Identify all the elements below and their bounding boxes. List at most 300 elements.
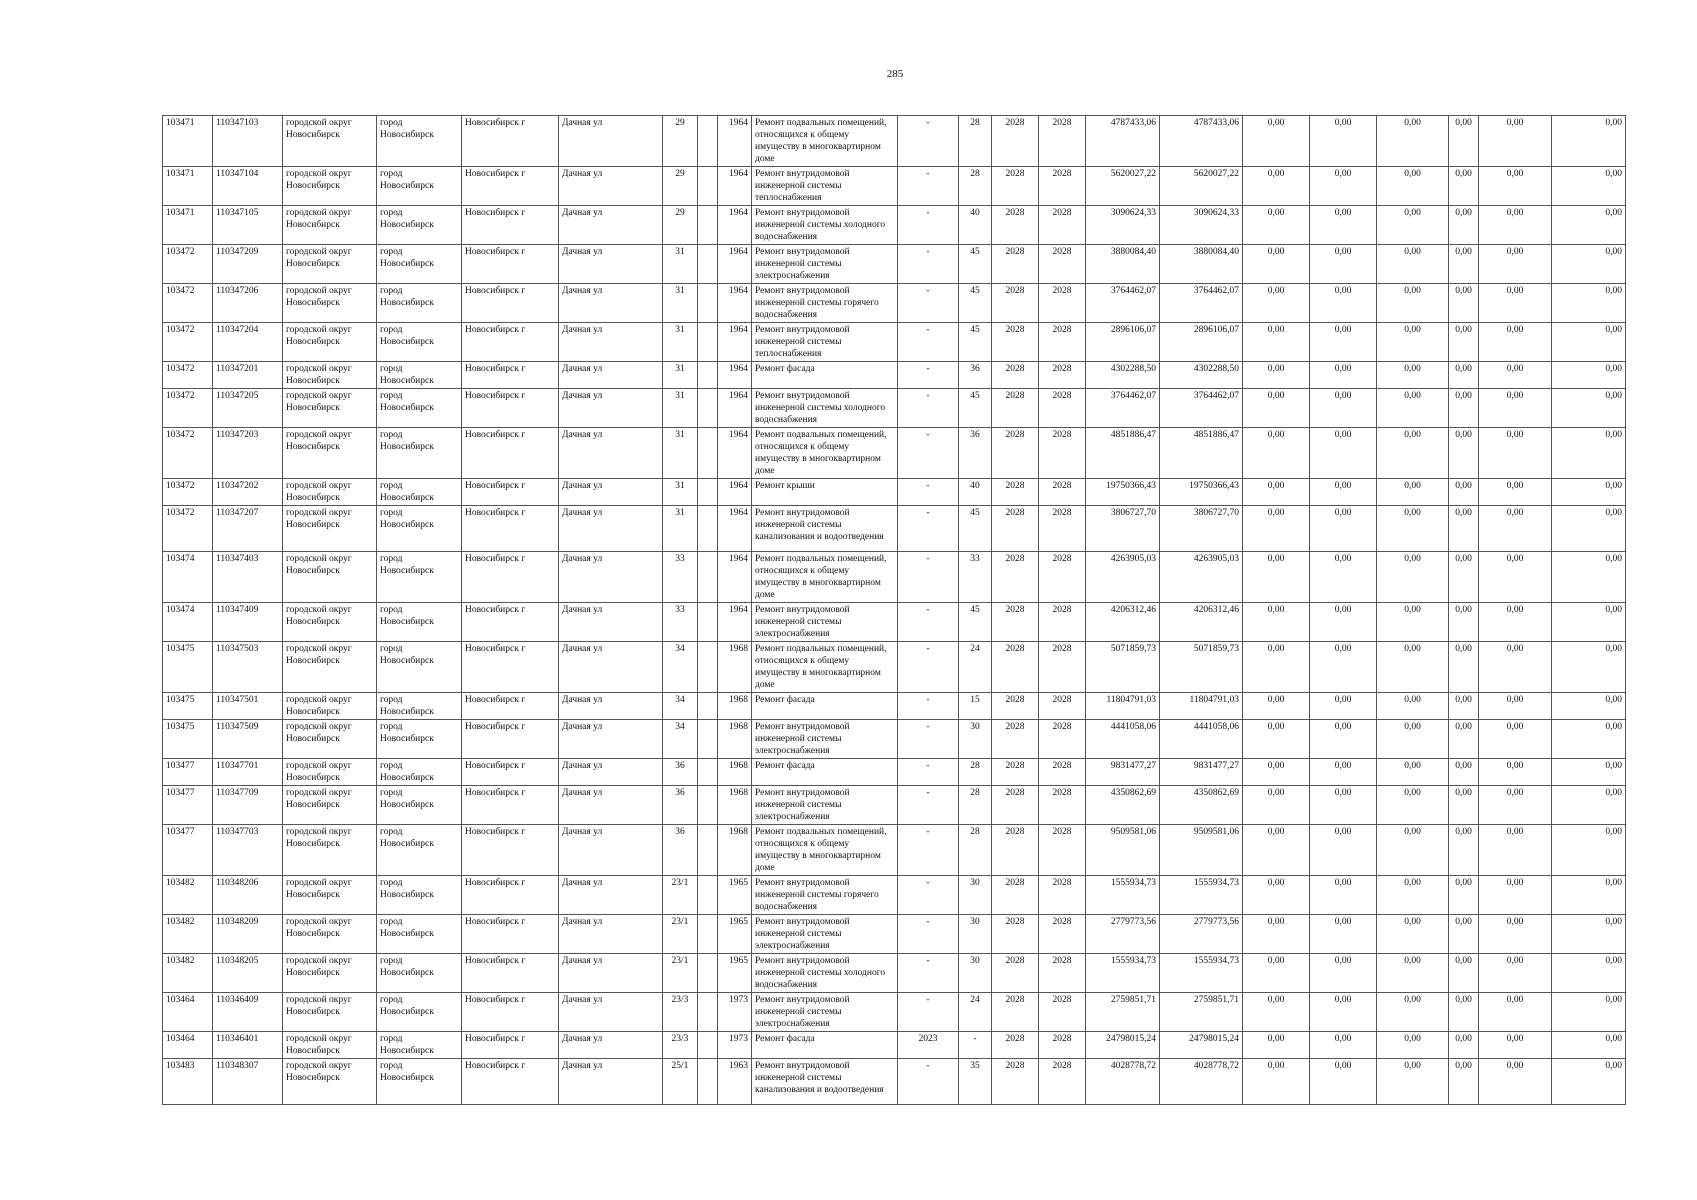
cell-cost-col-21: 0,00: [1479, 245, 1552, 284]
cell-street: Дачная ул: [559, 915, 663, 954]
cell-built-year: 1973: [718, 1032, 752, 1059]
cell-municipal-district: городской округ Новосибирск: [283, 954, 377, 993]
cell-building: [698, 167, 718, 206]
cell-city: Новосибирск г: [462, 206, 559, 245]
table-row: [163, 479, 1626, 506]
cell-cost-col-21: 0,00: [1479, 1032, 1552, 1059]
cell-work-id: 110347503: [213, 642, 283, 693]
cell-plan-year-end: 2028: [1039, 284, 1086, 323]
cell-municipal-district: городской округ Новосибирск: [283, 206, 377, 245]
cell-cost-col-18: 0,00: [1310, 1059, 1377, 1105]
cell-settlement: город Новосибирск: [377, 167, 462, 206]
cell-street: Дачная ул: [559, 167, 663, 206]
cell-cost-fund: 3806727,70: [1160, 506, 1243, 552]
cell-building: [698, 1059, 718, 1105]
cell-municipal-district: городской округ Новосибирск: [283, 116, 377, 167]
registry-table-body: [163, 116, 1626, 1105]
cell-work-type: Ремонт внутридомовой инженерной системы холодного водоснабжения: [752, 389, 898, 428]
cell-settlement: город Новосибирск: [377, 1032, 462, 1059]
cell-cost-col-19: 0,00: [1377, 954, 1449, 993]
cell-city: Новосибирск г: [462, 720, 559, 759]
cell-cost-fund: 2759851,71: [1160, 993, 1243, 1032]
cell-cost-fund: 19750366,43: [1160, 479, 1243, 506]
cell-prior-repair-year: -: [898, 552, 959, 603]
cell-street: Дачная ул: [559, 506, 663, 552]
cell-plan-year-start: 2028: [992, 479, 1039, 506]
cell-cost-col-17: 0,00: [1243, 479, 1310, 506]
cell-street: Дачная ул: [559, 954, 663, 993]
cell-house-number: 36: [663, 786, 698, 825]
cell-cost-col-22: 0,00: [1552, 603, 1626, 642]
cell-cost-fund: 24798015,24: [1160, 1032, 1243, 1059]
cell-cost-col-19: 0,00: [1377, 603, 1449, 642]
cell-cost-col-17: 0,00: [1243, 284, 1310, 323]
cell-house-id: 103472: [163, 389, 213, 428]
cell-cost-col-22: 0,00: [1552, 759, 1626, 786]
cell-plan-year-start: 2028: [992, 206, 1039, 245]
cell-norm-term: 15: [959, 693, 992, 720]
cell-city: Новосибирск г: [462, 876, 559, 915]
cell-plan-year-start: 2028: [992, 693, 1039, 720]
cell-norm-term: 28: [959, 759, 992, 786]
cell-street: Дачная ул: [559, 245, 663, 284]
cell-building: [698, 720, 718, 759]
cell-built-year: 1964: [718, 506, 752, 552]
cell-cost-fund: 1555934,73: [1160, 954, 1243, 993]
cell-cost-total: 3880084,40: [1086, 245, 1160, 284]
cell-street: Дачная ул: [559, 759, 663, 786]
cell-cost-total: 3764462,07: [1086, 389, 1160, 428]
cell-municipal-district: городской округ Новосибирск: [283, 167, 377, 206]
cell-cost-col-20: 0,00: [1449, 552, 1479, 603]
cell-house-id: 103475: [163, 642, 213, 693]
cell-plan-year-start: 2028: [992, 786, 1039, 825]
cell-cost-col-17: 0,00: [1243, 915, 1310, 954]
cell-work-id: 110347701: [213, 759, 283, 786]
cell-work-type: Ремонт крыши: [752, 479, 898, 506]
cell-street: Дачная ул: [559, 479, 663, 506]
cell-city: Новосибирск г: [462, 167, 559, 206]
cell-cost-col-20: 0,00: [1449, 786, 1479, 825]
cell-house-id: 103464: [163, 1032, 213, 1059]
cell-work-type: Ремонт внутридомовой инженерной системы канализования и водоотведения: [752, 1059, 898, 1105]
cell-house-id: 103474: [163, 603, 213, 642]
cell-plan-year-start: 2028: [992, 284, 1039, 323]
cell-prior-repair-year: -: [898, 720, 959, 759]
cell-cost-col-21: 0,00: [1479, 167, 1552, 206]
cell-prior-repair-year: -: [898, 759, 959, 786]
cell-municipal-district: городской округ Новосибирск: [283, 552, 377, 603]
cell-cost-total: 4787433,06: [1086, 116, 1160, 167]
cell-norm-term: 40: [959, 479, 992, 506]
cell-cost-col-18: 0,00: [1310, 1032, 1377, 1059]
cell-cost-col-18: 0,00: [1310, 362, 1377, 389]
cell-building: [698, 915, 718, 954]
cell-cost-total: 4302288,50: [1086, 362, 1160, 389]
cell-cost-col-19: 0,00: [1377, 506, 1449, 552]
cell-prior-repair-year: -: [898, 479, 959, 506]
cell-city: Новосибирск г: [462, 245, 559, 284]
cell-house-id: 103464: [163, 993, 213, 1032]
cell-cost-col-22: 0,00: [1552, 993, 1626, 1032]
cell-house-number: 31: [663, 284, 698, 323]
cell-cost-col-17: 0,00: [1243, 825, 1310, 876]
cell-cost-col-22: 0,00: [1552, 693, 1626, 720]
cell-norm-term: 45: [959, 389, 992, 428]
cell-settlement: город Новосибирск: [377, 116, 462, 167]
table-row: [163, 915, 1626, 954]
table-row: [163, 552, 1626, 603]
cell-work-type: Ремонт подвальных помещений, относящихся к общему имуществу в многоквартирном доме: [752, 825, 898, 876]
cell-cost-col-19: 0,00: [1377, 362, 1449, 389]
cell-building: [698, 362, 718, 389]
cell-work-type: Ремонт внутридомовой инженерной системы горячего водоснабжения: [752, 876, 898, 915]
cell-work-id: 110348206: [213, 876, 283, 915]
cell-settlement: город Новосибирск: [377, 759, 462, 786]
table-row: [163, 116, 1626, 167]
cell-building: [698, 116, 718, 167]
table-row: [163, 993, 1626, 1032]
table-row: [163, 759, 1626, 786]
cell-plan-year-start: 2028: [992, 552, 1039, 603]
cell-work-id: 110347105: [213, 206, 283, 245]
cell-settlement: город Новосибирск: [377, 720, 462, 759]
cell-house-number: 34: [663, 720, 698, 759]
cell-cost-col-20: 0,00: [1449, 954, 1479, 993]
cell-cost-col-19: 0,00: [1377, 389, 1449, 428]
cell-work-id: 110347207: [213, 506, 283, 552]
cell-house-number: 33: [663, 552, 698, 603]
cell-plan-year-end: 2028: [1039, 428, 1086, 479]
cell-building: [698, 993, 718, 1032]
cell-house-number: 31: [663, 362, 698, 389]
cell-cost-col-21: 0,00: [1479, 362, 1552, 389]
cell-settlement: город Новосибирск: [377, 603, 462, 642]
cell-cost-col-22: 0,00: [1552, 245, 1626, 284]
cell-cost-fund: 4263905,03: [1160, 552, 1243, 603]
cell-cost-total: 4350862,69: [1086, 786, 1160, 825]
cell-work-id: 110347403: [213, 552, 283, 603]
cell-plan-year-start: 2028: [992, 245, 1039, 284]
cell-municipal-district: городской округ Новосибирск: [283, 693, 377, 720]
cell-cost-fund: 4787433,06: [1160, 116, 1243, 167]
cell-cost-col-20: 0,00: [1449, 642, 1479, 693]
cell-building: [698, 1032, 718, 1059]
cell-plan-year-end: 2028: [1039, 786, 1086, 825]
cell-house-number: 31: [663, 389, 698, 428]
cell-plan-year-start: 2028: [992, 603, 1039, 642]
cell-plan-year-end: 2028: [1039, 720, 1086, 759]
cell-cost-col-17: 0,00: [1243, 552, 1310, 603]
table-row: [163, 693, 1626, 720]
cell-cost-col-19: 0,00: [1377, 876, 1449, 915]
cell-cost-col-19: 0,00: [1377, 552, 1449, 603]
cell-cost-col-18: 0,00: [1310, 479, 1377, 506]
cell-norm-term: 45: [959, 323, 992, 362]
cell-prior-repair-year: -: [898, 116, 959, 167]
cell-work-type: Ремонт внутридомовой инженерной системы холодного водоснабжения: [752, 206, 898, 245]
cell-cost-col-21: 0,00: [1479, 1059, 1552, 1105]
cell-prior-repair-year: -: [898, 167, 959, 206]
cell-house-number: 29: [663, 167, 698, 206]
cell-house-number: 34: [663, 642, 698, 693]
cell-work-id: 110347509: [213, 720, 283, 759]
cell-cost-col-22: 0,00: [1552, 642, 1626, 693]
cell-built-year: 1963: [718, 1059, 752, 1105]
cell-cost-col-21: 0,00: [1479, 284, 1552, 323]
cell-plan-year-start: 2028: [992, 876, 1039, 915]
cell-building: [698, 693, 718, 720]
cell-cost-col-20: 0,00: [1449, 506, 1479, 552]
cell-cost-col-18: 0,00: [1310, 993, 1377, 1032]
cell-built-year: 1968: [718, 642, 752, 693]
cell-house-id: 103471: [163, 167, 213, 206]
cell-municipal-district: городской округ Новосибирск: [283, 245, 377, 284]
cell-cost-fund: 5620027,22: [1160, 167, 1243, 206]
cell-cost-col-18: 0,00: [1310, 693, 1377, 720]
cell-plan-year-end: 2028: [1039, 603, 1086, 642]
cell-work-type: Ремонт фасада: [752, 693, 898, 720]
cell-cost-col-19: 0,00: [1377, 206, 1449, 245]
table-row: [163, 876, 1626, 915]
cell-work-type: Ремонт фасада: [752, 362, 898, 389]
cell-work-type: Ремонт внутридомовой инженерной системы электроснабжения: [752, 915, 898, 954]
cell-house-number: 23/1: [663, 954, 698, 993]
cell-built-year: 1964: [718, 389, 752, 428]
cell-building: [698, 479, 718, 506]
cell-street: Дачная ул: [559, 362, 663, 389]
cell-built-year: 1968: [718, 786, 752, 825]
cell-house-number: 36: [663, 825, 698, 876]
cell-cost-fund: 1555934,73: [1160, 876, 1243, 915]
cell-cost-col-21: 0,00: [1479, 876, 1552, 915]
cell-street: Дачная ул: [559, 786, 663, 825]
cell-work-id: 110347201: [213, 362, 283, 389]
cell-building: [698, 206, 718, 245]
cell-cost-fund: 4851886,47: [1160, 428, 1243, 479]
cell-house-number: 23/1: [663, 915, 698, 954]
cell-building: [698, 284, 718, 323]
table-row: [163, 167, 1626, 206]
cell-plan-year-end: 2028: [1039, 552, 1086, 603]
cell-cost-col-17: 0,00: [1243, 167, 1310, 206]
cell-city: Новосибирск г: [462, 428, 559, 479]
cell-work-type: Ремонт подвальных помещений, относящихся к общему имуществу в многоквартирном доме: [752, 552, 898, 603]
cell-cost-total: 4028778,72: [1086, 1059, 1160, 1105]
cell-built-year: 1964: [718, 167, 752, 206]
cell-cost-col-19: 0,00: [1377, 167, 1449, 206]
table-row: [163, 1032, 1626, 1059]
cell-settlement: город Новосибирск: [377, 362, 462, 389]
cell-cost-fund: 9509581,06: [1160, 825, 1243, 876]
cell-cost-col-17: 0,00: [1243, 389, 1310, 428]
cell-plan-year-start: 2028: [992, 720, 1039, 759]
cell-building: [698, 603, 718, 642]
cell-plan-year-end: 2028: [1039, 759, 1086, 786]
cell-work-type: Ремонт внутридомовой инженерной системы канализования и водоотведения: [752, 506, 898, 552]
cell-city: Новосибирск г: [462, 693, 559, 720]
cell-work-id: 110348209: [213, 915, 283, 954]
cell-city: Новосибирск г: [462, 1059, 559, 1105]
cell-cost-col-22: 0,00: [1552, 1059, 1626, 1105]
cell-cost-col-22: 0,00: [1552, 825, 1626, 876]
table-row: [163, 603, 1626, 642]
cell-cost-total: 24798015,24: [1086, 1032, 1160, 1059]
cell-municipal-district: городской округ Новосибирск: [283, 993, 377, 1032]
cell-work-id: 110347205: [213, 389, 283, 428]
table-row: [163, 245, 1626, 284]
cell-cost-col-22: 0,00: [1552, 786, 1626, 825]
cell-city: Новосибирск г: [462, 116, 559, 167]
cell-street: Дачная ул: [559, 993, 663, 1032]
cell-cost-col-22: 0,00: [1552, 428, 1626, 479]
cell-settlement: город Новосибирск: [377, 479, 462, 506]
cell-cost-col-22: 0,00: [1552, 1032, 1626, 1059]
cell-house-id: 103475: [163, 720, 213, 759]
cell-cost-fund: 3764462,07: [1160, 284, 1243, 323]
cell-municipal-district: городской округ Новосибирск: [283, 428, 377, 479]
cell-plan-year-start: 2028: [992, 506, 1039, 552]
cell-cost-col-19: 0,00: [1377, 479, 1449, 506]
cell-norm-term: 30: [959, 876, 992, 915]
cell-work-type: Ремонт внутридомовой инженерной системы электроснабжения: [752, 993, 898, 1032]
cell-house-number: 23/3: [663, 993, 698, 1032]
cell-cost-total: 9831477,27: [1086, 759, 1160, 786]
cell-cost-col-17: 0,00: [1243, 954, 1310, 993]
cell-municipal-district: городской округ Новосибирск: [283, 323, 377, 362]
cell-cost-col-19: 0,00: [1377, 720, 1449, 759]
cell-prior-repair-year: -: [898, 915, 959, 954]
cell-built-year: 1965: [718, 915, 752, 954]
cell-plan-year-end: 2028: [1039, 1059, 1086, 1105]
cell-municipal-district: городской округ Новосибирск: [283, 1032, 377, 1059]
cell-cost-col-20: 0,00: [1449, 428, 1479, 479]
cell-city: Новосибирск г: [462, 786, 559, 825]
cell-cost-col-18: 0,00: [1310, 245, 1377, 284]
cell-work-id: 110346409: [213, 993, 283, 1032]
cell-cost-col-17: 0,00: [1243, 693, 1310, 720]
cell-building: [698, 389, 718, 428]
cell-cost-col-21: 0,00: [1479, 720, 1552, 759]
cell-house-number: 31: [663, 506, 698, 552]
cell-building: [698, 323, 718, 362]
cell-plan-year-start: 2028: [992, 389, 1039, 428]
cell-prior-repair-year: -: [898, 603, 959, 642]
cell-prior-repair-year: -: [898, 284, 959, 323]
cell-settlement: город Новосибирск: [377, 245, 462, 284]
cell-street: Дачная ул: [559, 284, 663, 323]
table-row: [163, 284, 1626, 323]
cell-cost-col-20: 0,00: [1449, 915, 1479, 954]
cell-cost-col-18: 0,00: [1310, 825, 1377, 876]
table-row: [163, 323, 1626, 362]
cell-norm-term: 28: [959, 167, 992, 206]
cell-cost-col-20: 0,00: [1449, 167, 1479, 206]
cell-cost-col-21: 0,00: [1479, 428, 1552, 479]
cell-cost-col-20: 0,00: [1449, 389, 1479, 428]
cell-cost-col-21: 0,00: [1479, 479, 1552, 506]
cell-cost-total: 11804791,03: [1086, 693, 1160, 720]
cell-city: Новосибирск г: [462, 993, 559, 1032]
cell-cost-col-17: 0,00: [1243, 245, 1310, 284]
cell-cost-col-21: 0,00: [1479, 206, 1552, 245]
cell-street: Дачная ул: [559, 825, 663, 876]
cell-building: [698, 428, 718, 479]
cell-cost-fund: 11804791,03: [1160, 693, 1243, 720]
cell-street: Дачная ул: [559, 389, 663, 428]
cell-cost-col-17: 0,00: [1243, 362, 1310, 389]
cell-house-id: 103472: [163, 323, 213, 362]
cell-norm-term: 24: [959, 642, 992, 693]
cell-work-id: 110347204: [213, 323, 283, 362]
cell-cost-col-22: 0,00: [1552, 389, 1626, 428]
cell-municipal-district: городской округ Новосибирск: [283, 915, 377, 954]
cell-cost-col-19: 0,00: [1377, 245, 1449, 284]
cell-plan-year-start: 2028: [992, 323, 1039, 362]
cell-municipal-district: городской округ Новосибирск: [283, 1059, 377, 1105]
cell-city: Новосибирск г: [462, 1032, 559, 1059]
cell-street: Дачная ул: [559, 116, 663, 167]
cell-plan-year-end: 2028: [1039, 642, 1086, 693]
cell-cost-col-17: 0,00: [1243, 876, 1310, 915]
cell-plan-year-start: 2028: [992, 915, 1039, 954]
table-row: [163, 389, 1626, 428]
cell-cost-col-17: 0,00: [1243, 720, 1310, 759]
cell-prior-repair-year: -: [898, 389, 959, 428]
cell-cost-col-20: 0,00: [1449, 993, 1479, 1032]
cell-cost-col-18: 0,00: [1310, 642, 1377, 693]
cell-built-year: 1968: [718, 825, 752, 876]
cell-cost-col-22: 0,00: [1552, 506, 1626, 552]
cell-cost-col-21: 0,00: [1479, 642, 1552, 693]
cell-settlement: город Новосибирск: [377, 506, 462, 552]
cell-built-year: 1964: [718, 116, 752, 167]
cell-cost-col-20: 0,00: [1449, 1059, 1479, 1105]
cell-building: [698, 506, 718, 552]
cell-cost-fund: 4028778,72: [1160, 1059, 1243, 1105]
cell-municipal-district: городской округ Новосибирск: [283, 720, 377, 759]
cell-norm-term: 33: [959, 552, 992, 603]
cell-settlement: город Новосибирск: [377, 786, 462, 825]
cell-city: Новосибирск г: [462, 362, 559, 389]
cell-prior-repair-year: 2023: [898, 1032, 959, 1059]
cell-plan-year-end: 2028: [1039, 323, 1086, 362]
cell-plan-year-end: 2028: [1039, 993, 1086, 1032]
cell-house-number: 34: [663, 693, 698, 720]
table-row: [163, 1059, 1626, 1105]
cell-cost-col-17: 0,00: [1243, 993, 1310, 1032]
cell-cost-col-22: 0,00: [1552, 116, 1626, 167]
cell-street: Дачная ул: [559, 642, 663, 693]
cell-cost-total: 5071859,73: [1086, 642, 1160, 693]
cell-house-number: 23/1: [663, 876, 698, 915]
cell-city: Новосибирск г: [462, 954, 559, 993]
cell-plan-year-start: 2028: [992, 1032, 1039, 1059]
cell-prior-repair-year: -: [898, 693, 959, 720]
cell-plan-year-end: 2028: [1039, 167, 1086, 206]
cell-cost-col-21: 0,00: [1479, 323, 1552, 362]
cell-building: [698, 876, 718, 915]
cell-city: Новосибирск г: [462, 552, 559, 603]
cell-city: Новосибирск г: [462, 825, 559, 876]
cell-cost-col-19: 0,00: [1377, 284, 1449, 323]
cell-cost-col-20: 0,00: [1449, 323, 1479, 362]
cell-cost-col-22: 0,00: [1552, 876, 1626, 915]
cell-house-id: 103471: [163, 116, 213, 167]
cell-cost-col-22: 0,00: [1552, 954, 1626, 993]
cell-cost-col-18: 0,00: [1310, 389, 1377, 428]
cell-cost-col-18: 0,00: [1310, 206, 1377, 245]
